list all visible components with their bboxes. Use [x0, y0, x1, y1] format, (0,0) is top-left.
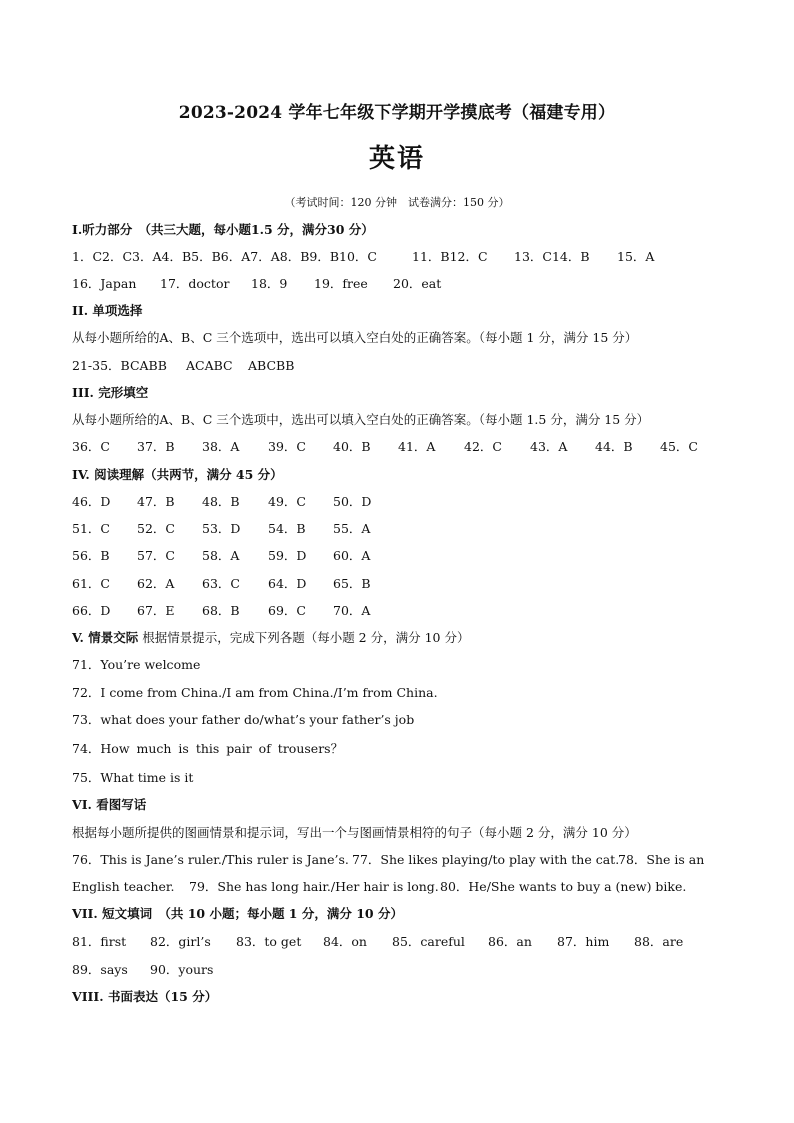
answer-item: 15．A	[617, 249, 655, 264]
section-2-instruction: 从每小题所给的A、B、C 三个选项中，选出可以填入空白处的正确答案。（每小题 1 分，满分 15 分）	[72, 330, 638, 345]
answer-item: 46．D	[72, 494, 111, 509]
answer-item: 75．What time is it	[72, 770, 194, 785]
answer-item: 64．D	[268, 575, 307, 591]
section-3-heading: III. 完形填空	[72, 385, 149, 400]
answer-item: 78．She is an	[618, 852, 705, 867]
answer-item: 18．9	[251, 276, 288, 291]
answer-item: 39．C	[268, 439, 306, 454]
answer-item: 38．A	[202, 439, 240, 454]
answer-item: 65．B	[333, 575, 371, 591]
page-title: 2023-2024 学年七年级下学期开学摸底考（福建专用）	[178, 103, 616, 123]
answer-item: 16．Japan	[72, 276, 137, 291]
answer-item: 42．C	[464, 439, 502, 454]
answer-item: ACABC	[186, 358, 233, 373]
answer-item: 81．first	[72, 934, 127, 949]
answer-item: 80．He/She wants to buy a (new) bike.	[440, 879, 687, 894]
section-8-heading: VIII. 书面表达（15 分）	[72, 989, 218, 1004]
exam-info: （考试时间：120 分钟 试卷满分：150 分）	[284, 196, 510, 209]
answer-item: 44．B	[595, 439, 633, 454]
answer-item: 74．How much is this pair of trousers？	[72, 741, 344, 756]
answer-item: 90．yours	[150, 962, 214, 977]
answer-item: 40．B	[333, 439, 371, 454]
answer-item: 85．careful	[392, 934, 465, 949]
answer-item: 84．on	[323, 934, 367, 949]
answer-item: 13．C14．B	[514, 249, 590, 264]
answer-item: 77．She likes playing/to play with the cat.	[352, 852, 620, 867]
section-1-heading: I.听力部分 （共三大题，每小题1.5 分，满分30 分）	[72, 222, 374, 237]
answer-item: 63．C	[202, 575, 240, 591]
answer-item: 56．B	[72, 548, 110, 564]
answer-item: 17．doctor	[160, 276, 230, 291]
answer-item: 69．C	[268, 602, 306, 618]
answer-item: 83．to get	[236, 934, 302, 949]
section-7-heading: VII. 短文填词 （共 10 小题；每小题 1 分，满分 10 分）	[72, 906, 403, 921]
answer-item: 53．D	[202, 521, 241, 537]
answer-item: 59．D	[268, 548, 307, 564]
answer-item: 51．C	[72, 521, 110, 537]
answer-item: 60．A	[333, 548, 371, 564]
answer-item: 67．E	[137, 602, 175, 618]
answer-item: 20．eat	[393, 276, 442, 291]
section-4-heading: IV. 阅读理解（共两节，满分 45 分）	[72, 467, 283, 482]
answer-item: 36．C	[72, 439, 110, 454]
answer-item: 21-35．BCABB	[72, 358, 167, 373]
answer-item: 88．are	[634, 934, 684, 949]
subject-title: 英语	[368, 144, 425, 174]
answer-item: 45．C	[660, 439, 698, 454]
answer-item: 72．I come from China./I am from China./I’m from China.	[72, 685, 438, 700]
answer-item: 57．C	[137, 548, 175, 564]
answer-item: 52．C	[137, 521, 175, 537]
answer-item: 58．A	[202, 548, 240, 564]
answer-item: 61．C	[72, 575, 110, 591]
section-2-heading: II. 单项选择	[72, 303, 143, 318]
answer-item: 76．This is Jane’s ruler./This ruler is Jane’s.	[72, 852, 349, 867]
section-3-instruction: 从每小题所给的A、B、C 三个选项中，选出可以填入空白处的正确答案。（每小题 1.5 分，满分 15 分）	[72, 412, 650, 427]
answer-item: 47．B	[137, 494, 175, 509]
section-5-title: V. 情景交际	[72, 630, 139, 645]
answer-item: 37．B	[137, 439, 175, 454]
section-5-heading	[72, 630, 469, 646]
section-1-row-1: 1．C2．C3．A4．B5．B6．A7．A8．B9．B10．C	[72, 249, 377, 264]
answer-item: 66．D	[72, 602, 111, 618]
section-6-instruction: 根据每小题所提供的图画情景和提示词，写出一个与图画情景相符的句子（每小题 2 分，满分 10 分）	[72, 825, 637, 840]
answer-item: 79．She has long hair./Her hair is long.	[189, 879, 439, 894]
answer-item: 19．free	[314, 276, 368, 291]
answer-item: 82．girl’s	[150, 934, 211, 949]
answer-item: 70．A	[333, 602, 371, 618]
answer-item: 50．D	[333, 494, 372, 509]
answer-item: 11．B12．C	[412, 249, 488, 264]
answer-item: 71．You’re welcome	[72, 657, 201, 672]
section-5-instruction: 根据情景提示，完成下列各题（每小题 2 分，满分 10 分）	[138, 630, 470, 645]
answer-item: 89．says	[72, 962, 128, 977]
answer-item: 54．B	[268, 521, 306, 537]
answer-item: ABCBB	[248, 358, 295, 373]
answer-item: 73．what does your father do/what’s your father’s job	[72, 712, 415, 727]
section-6-heading: VI. 看图写话	[72, 797, 147, 812]
answer-item: 87．him	[557, 934, 610, 949]
answer-item: 62．A	[137, 575, 175, 591]
answer-item: 86．an	[488, 934, 532, 949]
answer-item: English teacher.	[72, 879, 175, 894]
answer-item: 68．B	[202, 602, 240, 618]
answer-item: 55．A	[333, 521, 371, 537]
answer-item: 41．A	[398, 439, 436, 454]
answer-item: 43．A	[530, 439, 568, 454]
answer-item: 48．B	[202, 494, 240, 509]
answer-item: 49．C	[268, 494, 306, 509]
